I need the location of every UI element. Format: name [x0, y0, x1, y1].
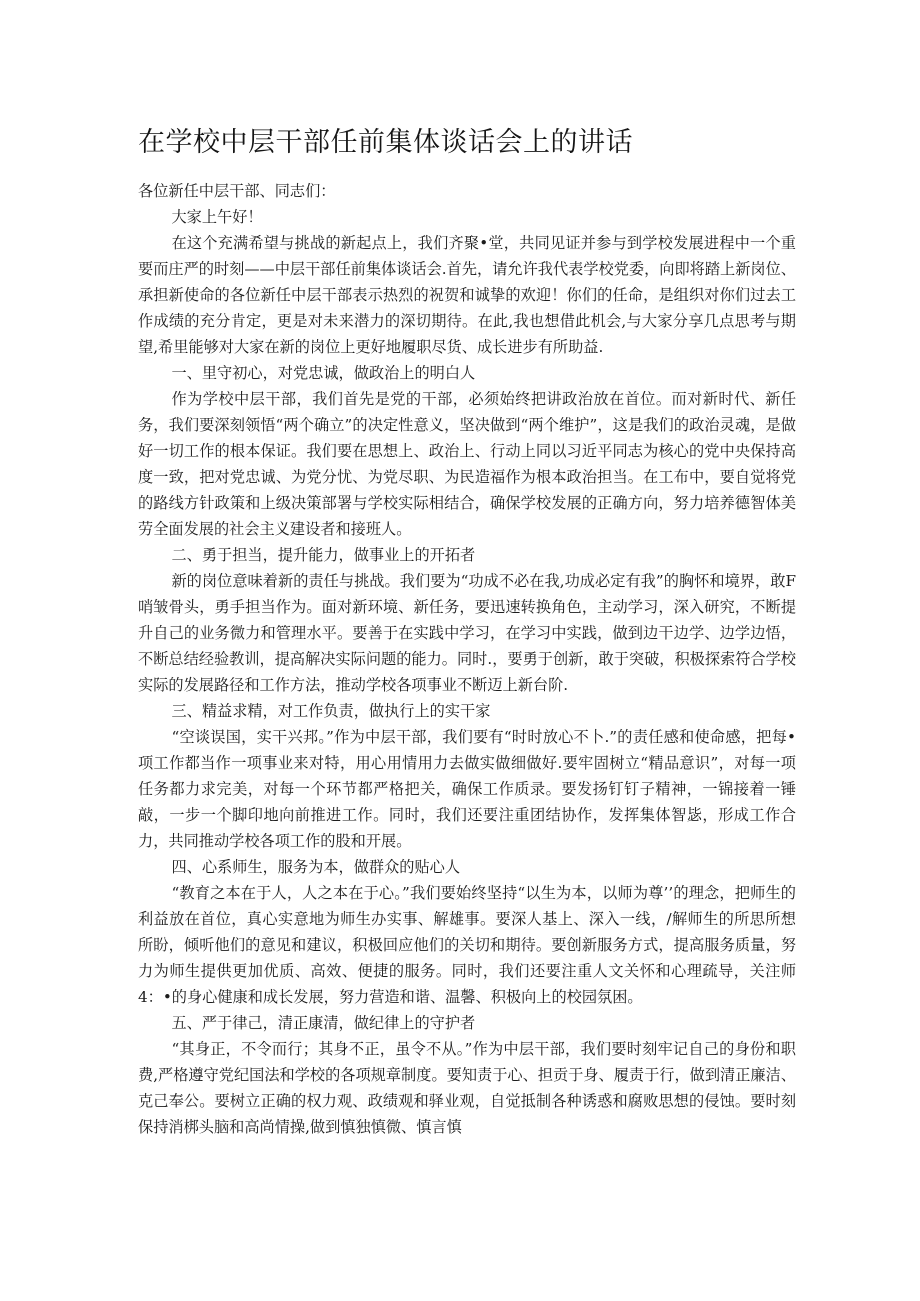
greeting: 大家上午好！ — [171, 208, 263, 226]
paragraph-section-4: “教育之本在于人，人之本在于心。”我们要始终坚持“以生为本，以师为尊’’的理念，把师生的利益放在首位，真心实意地为师生办实事、解雄事。要深人基上、深入一线，/解师生的所思所想所盼，倾听他们的意见和建议，积极回应他们的关切和期待。要创新服务方式，提高服务质量，努力为师生提供更加优质、高效、便捷的服务。同时，我们还要注重人文关怀和心理疏导，关注师4：•的身心健康和成长发展，努力营造和谐、温馨、积极向上的校园氛困。 — [138, 884, 796, 1006]
section-heading-3: 三、精益求精，对工作负责，做执行上的实干家 — [171, 702, 491, 720]
section-heading-5: 五、严于律己，清正康清，做纪律上的守护者 — [171, 1014, 476, 1032]
paragraph-section-3: “空谈误国，实干兴邦。”作为中层干部，我们要有“时时放心不卜.”的责任感和使命感，把每•项工作都当作一项事业来对特，用心用情用力去做实做细做好.要牢固树立“精品意识”，对每一项任务都力求完美，对每一个环节都严格把关，确保工作质录。要发扬钉钉子精神，一锦接着一锤敲，一步一个脚印地向前推进工作。同时，我们还要注重团结协作，发挥集体智毖，形成工作合力，共同推动学校各项工作的股和开展。 — [138, 728, 796, 850]
section-heading-1: 一、里守初心，对党忠诚，做政治上的明白人 — [171, 364, 476, 382]
paragraph-section-1: 作为学校中层干部，我们首先是党的干部，必须始终把讲政治放在首位。而对新时代、新任务，我们要深刻领悟“两个确立”的决定性意义，坚决做到“两个维护”，这是我们的政治灵魂，是做好一切工作的根本保证。我们要在思想上、政治上、行动上同以习近平同志为核心的党中央保持高度一致，把对党忠诚、为党分忧、为党尽职、为民造福作为根本政治担当。在工布中，要自觉将党的路线方针政策和上级决策部署与学校实际相结合，确保学校发展的正确方向，努力培养德智体美劳全面发展的社会主义建设者和接班人。 — [138, 390, 796, 538]
paragraph-opening: 在这个充满希望与挑战的新起点上，我们齐聚•堂，共同见证并参与到学校发展进程中一个重要而庄严的时刻——中层干部任前集体谈话会.首先，请允许我代表学校党委，向即将踏上新岗位、承担新使命的各位新任中层干部表示热烈的祝贺和诚挚的欢迎！你们的任命，是组织对你们过去工作成绩的充分肯定，更是对未来潜力的深切期待。在此,我也想借此机会,与大家分享几点思考与期望,希里能够对大家在新的岗位上更好地履职尽货、成长进步有所助益. — [138, 234, 796, 356]
section-heading-2: 二、勇于担当，提升能力，做事业上的开拓者 — [171, 546, 476, 564]
paragraph-section-5: “其身正，不令而行；其身不正，虽令不从。”作为中层干部，我们要时刻牢记自己的身份和职费,严格遵守党纪国法和学校的各项规章制度。要知责于心、担贡于身、履责于行，做到清正廉洁、克己奉公。要树立正确的权力观、政绩观和驿业观，自觉抵制各种诱惑和腐败思想的侵蚀。要时刻保持消梆头脑和高尚情操,做到慎独慎微、慎言慎 — [138, 1040, 796, 1136]
salutation: 各位新任中层干部、同志们： — [138, 182, 336, 200]
page-title: 在学校中层干部任前集体谈话会上的讲话 — [138, 127, 633, 158]
paragraph-section-2: 新的岗位意味着新的责任与挑战。我们要为“功成不必在我,功成必定有我”的胸怀和境界，敢F哨皱骨头，勇手担当作为。面对新环境、新任务，要迅速转换角色，主动学习，深入研究，不断提升自己的业务微力和管理水平。要善于在实践中学习，在学习中实践，做到边干边学、边学边悟，不断总结经验教训，提高解决实际问题的能力。同时.，要勇于创新，敢于突破，积极探索符合学校实际的发展路径和工作方法，推动学校各项事业不断迈上新台阶. — [138, 572, 796, 694]
document-body — [138, 178, 796, 1140]
section-heading-4: 四、心系师生，服务为本，做群众的贴心人 — [171, 858, 460, 876]
